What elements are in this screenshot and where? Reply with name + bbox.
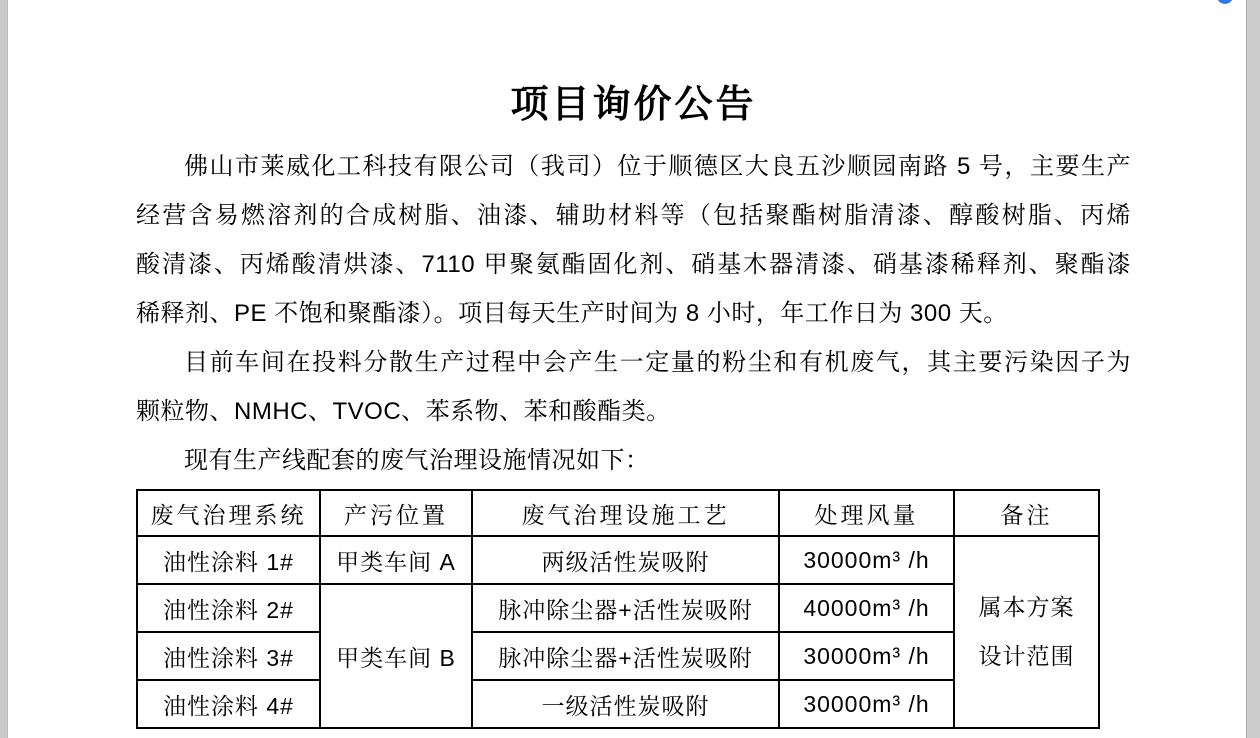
document-content: [8, 0, 1246, 729]
document-title: 项目询价公告: [510, 84, 757, 126]
header-process: 废气治理设施工艺: [472, 490, 779, 536]
waste-gas-treatment-table: [136, 489, 1100, 729]
scrollbar-track[interactable]: [1247, 0, 1260, 738]
remark-line: 属本方案: [978, 594, 1075, 620]
cell-process: 脉冲除尘器+活性炭吸附: [472, 584, 779, 632]
paragraph-line: 颗粒物、NMHC、TVOC、苯系物、苯和酸酯类。: [136, 398, 671, 425]
paragraph-line: 现有生产线配套的废气治理设施情况如下：: [184, 447, 650, 474]
header-remark: 备注: [954, 490, 1099, 536]
paragraph-pollutants: [136, 338, 1131, 436]
paragraph-line: 目前车间在投料分散生产过程中会产生一定量的粉尘和有机废气，其主要污染因子为: [184, 349, 1131, 376]
cell-system: 油性涂料 3#: [137, 632, 320, 680]
document-page: [7, 0, 1247, 738]
cell-location-merged: 甲类车间 B: [320, 584, 472, 728]
paragraph-line: 佛山市莱威化工科技有限公司（我司）位于顺德区大良五沙顺园南路 5 号，主要生产: [184, 153, 1131, 180]
cell-system: 油性涂料 4#: [137, 680, 320, 728]
table-header-row: [137, 490, 1099, 536]
header-airflow: 处理风量: [779, 490, 954, 536]
cell-process: 脉冲除尘器+活性炭吸附: [472, 632, 779, 680]
cell-system: 油性涂料 1#: [137, 536, 320, 584]
paragraph-table-lead-in: [136, 436, 1131, 485]
cell-process: 两级活性炭吸附: [472, 536, 779, 584]
cell-remark-merged: [954, 536, 1099, 728]
header-system: 废气治理系统: [137, 490, 320, 536]
remark-line: 设计范围: [978, 643, 1075, 669]
cell-airflow: 30000m³ /h: [779, 632, 954, 680]
paragraph-line: 经营含易燃溶剂的合成树脂、油漆、辅助材料等（包括聚酯树脂清漆、醇酸树脂、丙烯: [136, 202, 1131, 229]
cell-location: 甲类车间 A: [320, 536, 472, 584]
cell-airflow: 30000m³ /h: [779, 536, 954, 584]
cell-airflow: 40000m³ /h: [779, 584, 954, 632]
cell-system: 油性涂料 2#: [137, 584, 320, 632]
paragraph-line: 稀释剂、PE 不饱和聚酯漆）。项目每天生产时间为 8 小时，年工作日为 300 天。: [136, 300, 1008, 327]
header-location: 产污位置: [320, 490, 472, 536]
cell-process: 一级活性炭吸附: [472, 680, 779, 728]
paragraph-intro: [136, 142, 1131, 338]
cell-airflow: 30000m³ /h: [779, 680, 954, 728]
paragraph-line: 酸清漆、丙烯酸清烘漆、7110 甲聚氨酯固化剂、硝基木器清漆、硝基漆稀释剂、聚酯漆: [136, 251, 1131, 278]
table-row: [137, 536, 1099, 584]
